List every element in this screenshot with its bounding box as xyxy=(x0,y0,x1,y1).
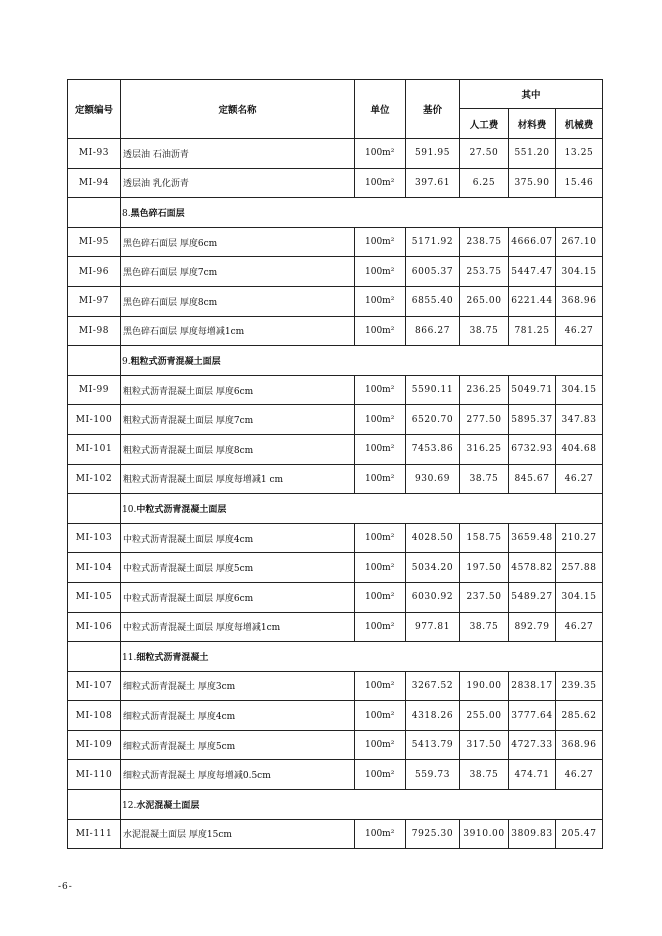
quota-name-cell: 粗粒式沥青混凝土面层 厚度6cm xyxy=(121,375,355,405)
section-empty-cell xyxy=(68,790,121,820)
quota-name-cell: 中粒式沥青混凝土面层 厚度4cm xyxy=(121,523,355,553)
section-row xyxy=(68,494,603,524)
quota-code-cell: MI-102 xyxy=(68,464,121,494)
header-name: 定额名称 xyxy=(121,80,355,139)
unit-cell: 100m² xyxy=(355,582,406,612)
labor-cost-cell: 38.75 xyxy=(460,316,509,346)
machine-cost-cell: 285.62 xyxy=(556,701,603,731)
quota-code-cell: MI-104 xyxy=(68,553,121,583)
section-empty-cell xyxy=(68,642,121,672)
machine-cost-cell: 13.25 xyxy=(556,139,603,169)
material-cost-cell: 3659.48 xyxy=(509,523,556,553)
quota-name-cell: 细粒式沥青混凝土 厚度每增减0.5cm xyxy=(121,760,355,790)
page-number: -6- xyxy=(58,882,73,892)
header-among: 其中 xyxy=(460,80,603,109)
table-row xyxy=(68,375,603,405)
table-row xyxy=(68,316,603,346)
base-price-cell: 559.73 xyxy=(406,760,460,790)
quota-code-cell: MI-103 xyxy=(68,523,121,553)
base-price-cell: 5413.79 xyxy=(406,730,460,760)
base-price-cell: 7925.30 xyxy=(406,819,460,849)
section-number: 8. xyxy=(122,208,131,219)
section-title: 水泥混凝土面层 xyxy=(136,800,200,811)
quota-code-cell: MI-97 xyxy=(68,286,121,316)
material-cost-cell: 2838.17 xyxy=(509,671,556,701)
material-cost-cell: 4578.82 xyxy=(509,553,556,583)
unit-cell: 100m² xyxy=(355,139,406,169)
section-empty-cell xyxy=(68,494,121,524)
quota-code-cell: MI-98 xyxy=(68,316,121,346)
labor-cost-cell: 38.75 xyxy=(460,760,509,790)
section-row xyxy=(68,198,603,228)
labor-cost-cell: 238.75 xyxy=(460,227,509,257)
unit-cell: 100m² xyxy=(355,286,406,316)
quota-code-cell: MI-99 xyxy=(68,375,121,405)
machine-cost-cell: 46.27 xyxy=(556,464,603,494)
section-heading xyxy=(121,198,603,228)
quota-name-cell: 细粒式沥青混凝土 厚度5cm xyxy=(121,730,355,760)
section-heading xyxy=(121,642,603,672)
quota-name-cell: 透层油 石油沥青 xyxy=(121,139,355,169)
base-price-cell: 930.69 xyxy=(406,464,460,494)
labor-cost-cell: 3910.00 xyxy=(460,819,509,849)
header-labor: 人工费 xyxy=(460,109,509,139)
unit-cell: 100m² xyxy=(355,316,406,346)
base-price-cell: 6030.92 xyxy=(406,582,460,612)
base-price-cell: 5034.20 xyxy=(406,553,460,583)
quota-code-cell: MI-108 xyxy=(68,701,121,731)
unit-cell: 100m² xyxy=(355,819,406,849)
header-material: 材料费 xyxy=(509,109,556,139)
base-price-cell: 977.81 xyxy=(406,612,460,642)
unit-cell: 100m² xyxy=(355,612,406,642)
table-row xyxy=(68,139,603,169)
quota-name-cell: 细粒式沥青混凝土 厚度3cm xyxy=(121,671,355,701)
labor-cost-cell: 197.50 xyxy=(460,553,509,583)
quota-name-cell: 黑色碎石面层 厚度每增减1cm xyxy=(121,316,355,346)
machine-cost-cell: 15.46 xyxy=(556,168,603,198)
labor-cost-cell: 317.50 xyxy=(460,730,509,760)
material-cost-cell: 892.79 xyxy=(509,612,556,642)
material-cost-cell: 781.25 xyxy=(509,316,556,346)
section-row xyxy=(68,790,603,820)
header-base-price: 基价 xyxy=(406,80,460,139)
unit-cell: 100m² xyxy=(355,730,406,760)
quota-code-cell: MI-111 xyxy=(68,819,121,849)
section-heading xyxy=(121,346,603,376)
table-row xyxy=(68,523,603,553)
unit-cell: 100m² xyxy=(355,701,406,731)
material-cost-cell: 474.71 xyxy=(509,760,556,790)
table-row xyxy=(68,612,603,642)
base-price-cell: 6520.70 xyxy=(406,405,460,435)
labor-cost-cell: 255.00 xyxy=(460,701,509,731)
material-cost-cell: 6732.93 xyxy=(509,434,556,464)
base-price-cell: 6005.37 xyxy=(406,257,460,287)
quota-name-cell: 水泥混凝土面层 厚度15cm xyxy=(121,819,355,849)
table-row xyxy=(68,434,603,464)
material-cost-cell: 4666.07 xyxy=(509,227,556,257)
quota-code-cell: MI-101 xyxy=(68,434,121,464)
table-row xyxy=(68,227,603,257)
table-row xyxy=(68,582,603,612)
machine-cost-cell: 368.96 xyxy=(556,286,603,316)
material-cost-cell: 6221.44 xyxy=(509,286,556,316)
material-cost-cell: 845.67 xyxy=(509,464,556,494)
section-row xyxy=(68,346,603,376)
table-row xyxy=(68,730,603,760)
table-row xyxy=(68,286,603,316)
unit-cell: 100m² xyxy=(355,375,406,405)
quota-name-cell: 中粒式沥青混凝土面层 厚度每增减1cm xyxy=(121,612,355,642)
quota-code-cell: MI-93 xyxy=(68,139,121,169)
table-header xyxy=(68,80,603,139)
machine-cost-cell: 404.68 xyxy=(556,434,603,464)
material-cost-cell: 5895.37 xyxy=(509,405,556,435)
quota-name-cell: 黑色碎石面层 厚度6cm xyxy=(121,227,355,257)
section-title: 粗粒式沥青混凝土面层 xyxy=(130,356,221,367)
labor-cost-cell: 27.50 xyxy=(460,139,509,169)
labor-cost-cell: 277.50 xyxy=(460,405,509,435)
table-row xyxy=(68,760,603,790)
quota-table xyxy=(67,79,603,849)
unit-cell: 100m² xyxy=(355,405,406,435)
base-price-cell: 6855.40 xyxy=(406,286,460,316)
section-title: 中粒式沥青混凝土面层 xyxy=(136,504,227,515)
labor-cost-cell: 38.75 xyxy=(460,612,509,642)
table-row xyxy=(68,671,603,701)
unit-cell: 100m² xyxy=(355,168,406,198)
material-cost-cell: 5489.27 xyxy=(509,582,556,612)
base-price-cell: 7453.86 xyxy=(406,434,460,464)
unit-cell: 100m² xyxy=(355,671,406,701)
labor-cost-cell: 236.25 xyxy=(460,375,509,405)
quota-code-cell: MI-110 xyxy=(68,760,121,790)
base-price-cell: 4028.50 xyxy=(406,523,460,553)
section-title: 细粒式沥青混凝土 xyxy=(136,652,209,663)
section-number: 10. xyxy=(122,504,137,515)
material-cost-cell: 3777.64 xyxy=(509,701,556,731)
labor-cost-cell: 158.75 xyxy=(460,523,509,553)
quota-code-cell: MI-105 xyxy=(68,582,121,612)
quota-name-cell: 粗粒式沥青混凝土面层 厚度7cm xyxy=(121,405,355,435)
material-cost-cell: 4727.33 xyxy=(509,730,556,760)
section-row xyxy=(68,642,603,672)
table-row xyxy=(68,405,603,435)
machine-cost-cell: 368.96 xyxy=(556,730,603,760)
labor-cost-cell: 6.25 xyxy=(460,168,509,198)
quota-name-cell: 细粒式沥青混凝土 厚度4cm xyxy=(121,701,355,731)
unit-cell: 100m² xyxy=(355,464,406,494)
quota-name-cell: 粗粒式沥青混凝土面层 厚度8cm xyxy=(121,434,355,464)
header-unit: 单位 xyxy=(355,80,406,139)
unit-cell: 100m² xyxy=(355,553,406,583)
section-empty-cell xyxy=(68,198,121,228)
section-number: 11. xyxy=(122,652,137,663)
section-empty-cell xyxy=(68,346,121,376)
base-price-cell: 5590.11 xyxy=(406,375,460,405)
machine-cost-cell: 46.27 xyxy=(556,760,603,790)
base-price-cell: 4318.26 xyxy=(406,701,460,731)
section-heading xyxy=(121,494,603,524)
machine-cost-cell: 304.15 xyxy=(556,257,603,287)
unit-cell: 100m² xyxy=(355,434,406,464)
quota-code-cell: MI-107 xyxy=(68,671,121,701)
table-row xyxy=(68,257,603,287)
header-code: 定额编号 xyxy=(68,80,121,139)
material-cost-cell: 5447.47 xyxy=(509,257,556,287)
unit-cell: 100m² xyxy=(355,257,406,287)
table-row xyxy=(68,553,603,583)
base-price-cell: 591.95 xyxy=(406,139,460,169)
quota-code-cell: MI-96 xyxy=(68,257,121,287)
quota-code-cell: MI-100 xyxy=(68,405,121,435)
labor-cost-cell: 316.25 xyxy=(460,434,509,464)
machine-cost-cell: 304.15 xyxy=(556,582,603,612)
quota-name-cell: 中粒式沥青混凝土面层 厚度6cm xyxy=(121,582,355,612)
machine-cost-cell: 46.27 xyxy=(556,612,603,642)
base-price-cell: 3267.52 xyxy=(406,671,460,701)
section-number: 9. xyxy=(122,356,131,367)
header-machine: 机械费 xyxy=(556,109,603,139)
unit-cell: 100m² xyxy=(355,227,406,257)
machine-cost-cell: 205.47 xyxy=(556,819,603,849)
quota-name-cell: 粗粒式沥青混凝土面层 厚度每增减1 cm xyxy=(121,464,355,494)
machine-cost-cell: 257.88 xyxy=(556,553,603,583)
machine-cost-cell: 304.15 xyxy=(556,375,603,405)
labor-cost-cell: 265.00 xyxy=(460,286,509,316)
base-price-cell: 5171.92 xyxy=(406,227,460,257)
quota-name-cell: 透层油 乳化沥青 xyxy=(121,168,355,198)
quota-name-cell: 中粒式沥青混凝土面层 厚度5cm xyxy=(121,553,355,583)
labor-cost-cell: 190.00 xyxy=(460,671,509,701)
table-row xyxy=(68,819,603,849)
machine-cost-cell: 46.27 xyxy=(556,316,603,346)
unit-cell: 100m² xyxy=(355,760,406,790)
machine-cost-cell: 347.83 xyxy=(556,405,603,435)
base-price-cell: 866.27 xyxy=(406,316,460,346)
labor-cost-cell: 237.50 xyxy=(460,582,509,612)
machine-cost-cell: 210.27 xyxy=(556,523,603,553)
quota-code-cell: MI-94 xyxy=(68,168,121,198)
material-cost-cell: 3809.83 xyxy=(509,819,556,849)
machine-cost-cell: 239.35 xyxy=(556,671,603,701)
unit-cell: 100m² xyxy=(355,523,406,553)
machine-cost-cell: 267.10 xyxy=(556,227,603,257)
labor-cost-cell: 38.75 xyxy=(460,464,509,494)
material-cost-cell: 551.20 xyxy=(509,139,556,169)
labor-cost-cell: 253.75 xyxy=(460,257,509,287)
table-row xyxy=(68,464,603,494)
table-row xyxy=(68,168,603,198)
material-cost-cell: 5049.71 xyxy=(509,375,556,405)
quota-code-cell: MI-106 xyxy=(68,612,121,642)
table-row xyxy=(68,701,603,731)
base-price-cell: 397.61 xyxy=(406,168,460,198)
quota-code-cell: MI-109 xyxy=(68,730,121,760)
table-body xyxy=(68,139,603,849)
quota-name-cell: 黑色碎石面层 厚度7cm xyxy=(121,257,355,287)
material-cost-cell: 375.90 xyxy=(509,168,556,198)
section-number: 12. xyxy=(122,800,137,811)
quota-code-cell: MI-95 xyxy=(68,227,121,257)
quota-name-cell: 黑色碎石面层 厚度8cm xyxy=(121,286,355,316)
section-title: 黑色碎石面层 xyxy=(130,208,185,219)
section-heading xyxy=(121,790,603,820)
